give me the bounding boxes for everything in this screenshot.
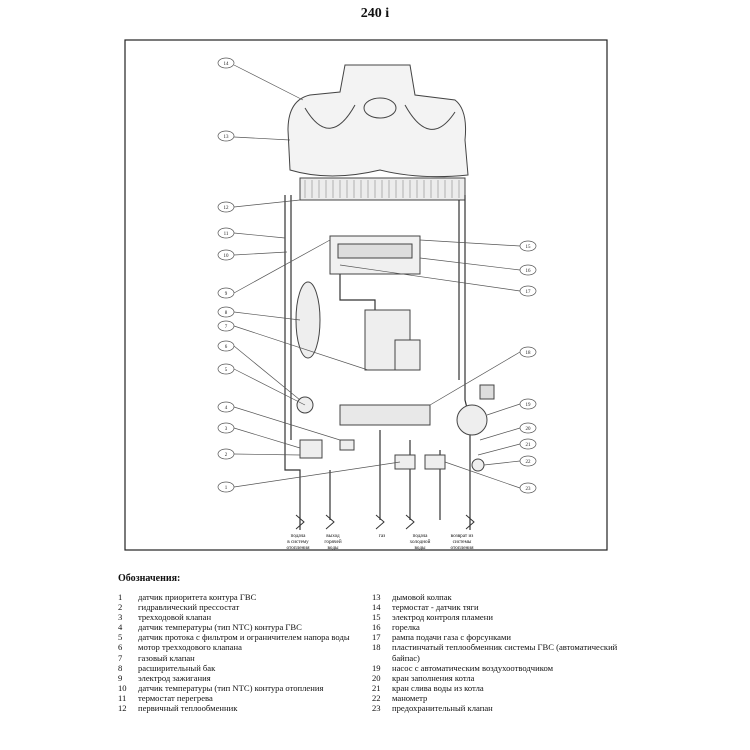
legend-item-number: 8 [118,662,123,673]
legend-item-text: дымовой колпак [392,592,452,602]
legend-item-text: пластинчатый теплообменник системы ГВС (автоматический байпас) [392,642,618,663]
legend-item-12 [118,703,368,713]
legend-item-text: манометр [392,692,428,703]
legend-item-21 [372,683,632,693]
legend-item-2 [118,602,368,612]
legend-item-text: кран слива воды из котла [392,682,484,693]
left-callout-14: 14 [223,61,229,67]
legend-item-number: 15 [372,612,381,623]
legend-item-text: датчик протока с фильтром и ограничителем напора воды [138,632,350,643]
legend-item-23 [372,703,632,713]
legend-item-text: кран заполнения котла [392,672,475,683]
legend-item-14 [372,602,632,612]
right-callout-20: 20 [525,426,531,432]
pipe-label-5: возврат из системы отопления [450,533,474,551]
right-callout-17: 17 [525,289,531,295]
legend-title: Обозначения: [118,573,181,584]
legend-item-8 [118,663,368,673]
legend-item-text: трехходовой клапан [138,612,212,623]
legend-item-number: 21 [372,682,381,693]
legend-item-number: 5 [118,632,123,643]
left-callout-1: 1 [224,485,228,491]
right-callout-15: 15 [525,244,531,250]
flue-hood [288,65,468,177]
primary-heat-exchanger [300,178,465,200]
legend-item-text: электрод зажигания [138,672,211,683]
legend-item-text: первичный теплообменник [138,703,238,714]
legend-item-text: рампа подачи газа с форсунками [392,632,511,643]
legend-item-number: 12 [118,703,127,714]
legend-item-text: предохранительный клапан [392,703,493,714]
left-callout-6: 6 [224,344,228,350]
legend-item-17 [372,632,632,642]
gas-valve [365,310,420,370]
legend-item-19 [372,663,632,673]
burner-assembly [330,236,420,274]
legend-item-number: 10 [118,682,127,693]
legend-item-15 [372,612,632,622]
left-callout-4: 4 [224,405,228,411]
left-callout-8: 8 [224,310,228,316]
legend-right-column [372,592,632,713]
legend-item-18 [372,642,632,662]
legend-item-text: горелка [392,622,420,633]
legend-item-10 [118,683,368,693]
left-callout-9: 9 [224,291,228,297]
legend-item-7 [118,653,368,663]
legend-item-text: газовый клапан [138,652,195,663]
legend-item-20 [372,673,632,683]
left-callout-2: 2 [224,452,228,458]
legend-item-number: 3 [118,612,123,623]
legend-item-number: 9 [118,672,123,683]
legend-item-number: 23 [372,703,381,714]
legend-item-text: мотор трехходового клапана [138,642,242,653]
legend-item-number: 17 [372,632,381,643]
legend-item-number: 19 [372,662,381,673]
left-callout-7: 7 [224,324,228,330]
legend-item-number: 2 [118,602,123,613]
legend-item-text: термостат - датчик тяги [392,602,479,613]
plate-heat-exchanger [340,405,430,425]
legend-item-4 [118,622,368,632]
legend-item-text: датчик температуры (тип NTC) контура отопления [138,682,324,693]
legend-item-number: 6 [118,642,123,653]
legend-item-5 [118,632,368,642]
pipe-label-1: подача в систему отопления [286,533,310,551]
pipe-label-2: выход горячей воды [324,533,342,551]
legend-item-3 [118,612,368,622]
manometer [472,459,484,471]
legend-item-number: 22 [372,692,381,703]
legend-item-number: 4 [118,622,123,633]
right-callout-22: 22 [525,459,531,465]
right-callout-21: 21 [525,442,531,448]
left-callout-12: 12 [223,205,229,211]
legend-item-number: 1 [118,592,123,602]
legend-item-number: 11 [118,692,127,703]
legend-item-number: 7 [118,652,123,663]
legend-item-number: 14 [372,602,381,613]
left-callout-10: 10 [223,253,229,259]
pipe-label-4: подача холодной воды [409,533,431,551]
left-callout-11: 11 [223,231,229,237]
pump [457,405,487,435]
right-callout-18: 18 [525,350,531,356]
legend-item-16 [372,622,632,632]
diagram-title: 240 i [360,6,390,21]
legend-item-text: датчик температуры (тип NTC) контура ГВС [138,622,302,633]
legend-left-column [118,592,368,713]
legend-item-1 [118,592,368,602]
legend-item-text: расширительный бак [138,662,216,673]
legend-item-number: 16 [372,622,381,633]
legend-item-number: 13 [372,592,381,602]
legend-item-text: гидравлический прессостат [138,602,240,613]
legend-item-number: 20 [372,672,381,683]
left-callout-3: 3 [224,426,228,432]
left-callout-13: 13 [223,134,229,140]
right-callout-23: 23 [525,486,531,492]
legend-item-13 [372,592,632,602]
legend-item-text: насос с автоматическим воздухоотводчиком [392,662,554,673]
left-callout-5: 5 [224,367,228,373]
legend-item-text: термостат перегрева [138,692,213,703]
right-callout-19: 19 [525,402,531,408]
pipe-label-3: газ [378,533,386,539]
legend-item-22 [372,693,632,703]
legend-item-11 [118,693,368,703]
legend-item-9 [118,673,368,683]
legend-item-number: 18 [372,642,381,653]
legend-item-text: электрод контроля пламени [392,612,493,623]
legend-item-text: датчик приоритета контура ГВС [138,592,257,602]
legend-item-6 [118,642,368,652]
right-callout-16: 16 [525,268,531,274]
